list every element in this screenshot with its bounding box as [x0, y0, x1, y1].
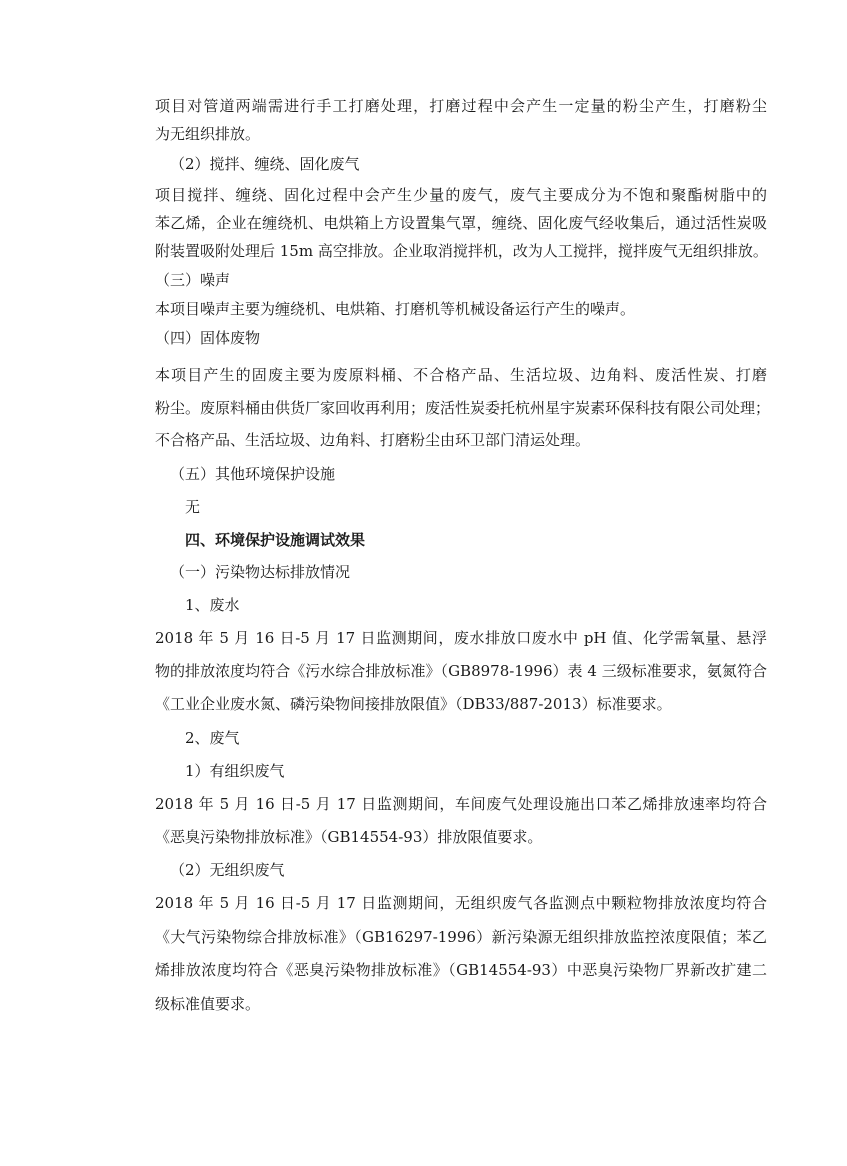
paragraph-solid-line-2: 粉尘。废原料桶由供货厂家回收再利用；废活性炭委托杭州星宇炭素环保科技有限公司处理； — [155, 399, 771, 417]
paragraph-stirring-line-3: 附装置吸附处理后 15m 高空排放。企业取消搅拌机，改为人工搅拌，搅拌废气无组织排放。 — [155, 242, 768, 260]
paragraph-unorganized-line-1: 2018 年 5 月 16 日-5 月 17 日监测期间，无组织废气各监测点中颗粒物排放浓度均符合 — [155, 894, 767, 912]
heading-wastewater: 1、废水 — [185, 596, 240, 614]
paragraph-stirring-line-1: 项目搅拌、缠绕、固化过程中会产生少量的废气，废气主要成分为不饱和聚酯树脂中的 — [155, 186, 767, 204]
paragraph-grinding-line-1: 项目对管道两端需进行手工打磨处理，打磨过程中会产生一定量的粉尘产生，打磨粉尘 — [155, 97, 767, 115]
heading-unorganized-gas: （2）无组织废气 — [170, 861, 285, 879]
heading-noise: （三）噪声 — [155, 271, 231, 289]
paragraph-wastewater-line-1: 2018 年 5 月 16 日-5 月 17 日监测期间，废水排放口废水中 pH 值、化学需氧量、悬浮 — [155, 629, 767, 647]
heading-organized-gas: 1）有组织废气 — [185, 762, 285, 780]
paragraph-stirring-line-2: 苯乙烯，企业在缠绕机、电烘箱上方设置集气罩，缠绕、固化废气经收集后，通过活性炭吸 — [155, 214, 767, 232]
paragraph-solid-line-3: 不合格产品、生活垃圾、边角料、打磨粉尘由环卫部门清运处理。 — [155, 431, 591, 449]
heading-pollutant-compliance: （一）污染物达标排放情况 — [170, 563, 351, 581]
heading-section-four: 四、环境保护设施调试效果 — [185, 531, 366, 549]
paragraph-wastewater-line-3: 《工业企业废水氮、磷污染物间接排放限值》（DB33/887-2013）标准要求。 — [155, 695, 672, 713]
paragraph-other-none: 无 — [185, 498, 201, 516]
paragraph-noise: 本项目噪声主要为缠绕机、电烘箱、打磨机等机械设备运行产生的噪声。 — [155, 300, 636, 318]
heading-stirring-gas: （2）搅拌、缠绕、固化废气 — [170, 155, 360, 173]
paragraph-organized-line-1: 2018 年 5 月 16 日-5 月 17 日监测期间，车间废气处理设施出口苯乙烯排放速率均符合 — [155, 795, 767, 813]
paragraph-wastewater-line-2: 物的排放浓度均符合《污水综合排放标准》（GB8978-1996）表 4 三级标准要求，氨氮符合 — [155, 662, 767, 680]
heading-solid-waste: （四）固体废物 — [155, 329, 261, 347]
paragraph-organized-line-2: 《恶臭污染物排放标准》（GB14554-93）排放限值要求。 — [155, 828, 543, 846]
paragraph-unorganized-line-4: 级标准值要求。 — [155, 995, 261, 1013]
heading-other-facilities: （五）其他环境保护设施 — [170, 465, 336, 483]
heading-exhaust-gas: 2、废气 — [185, 729, 240, 747]
paragraph-grinding-line-2: 为无组织排放。 — [155, 125, 261, 143]
paragraph-unorganized-line-3: 烯排放浓度均符合《恶臭污染物排放标准》（GB14554-93）中恶臭污染物厂界新改扩建二 — [155, 961, 767, 979]
paragraph-solid-line-1: 本项目产生的固废主要为废原料桶、不合格产品、生活垃圾、边角料、废活性炭、打磨 — [155, 366, 767, 384]
paragraph-unorganized-line-2: 《大气污染物综合排放标准》（GB16297-1996）新污染源无组织排放监控浓度限值；苯乙 — [155, 928, 767, 946]
